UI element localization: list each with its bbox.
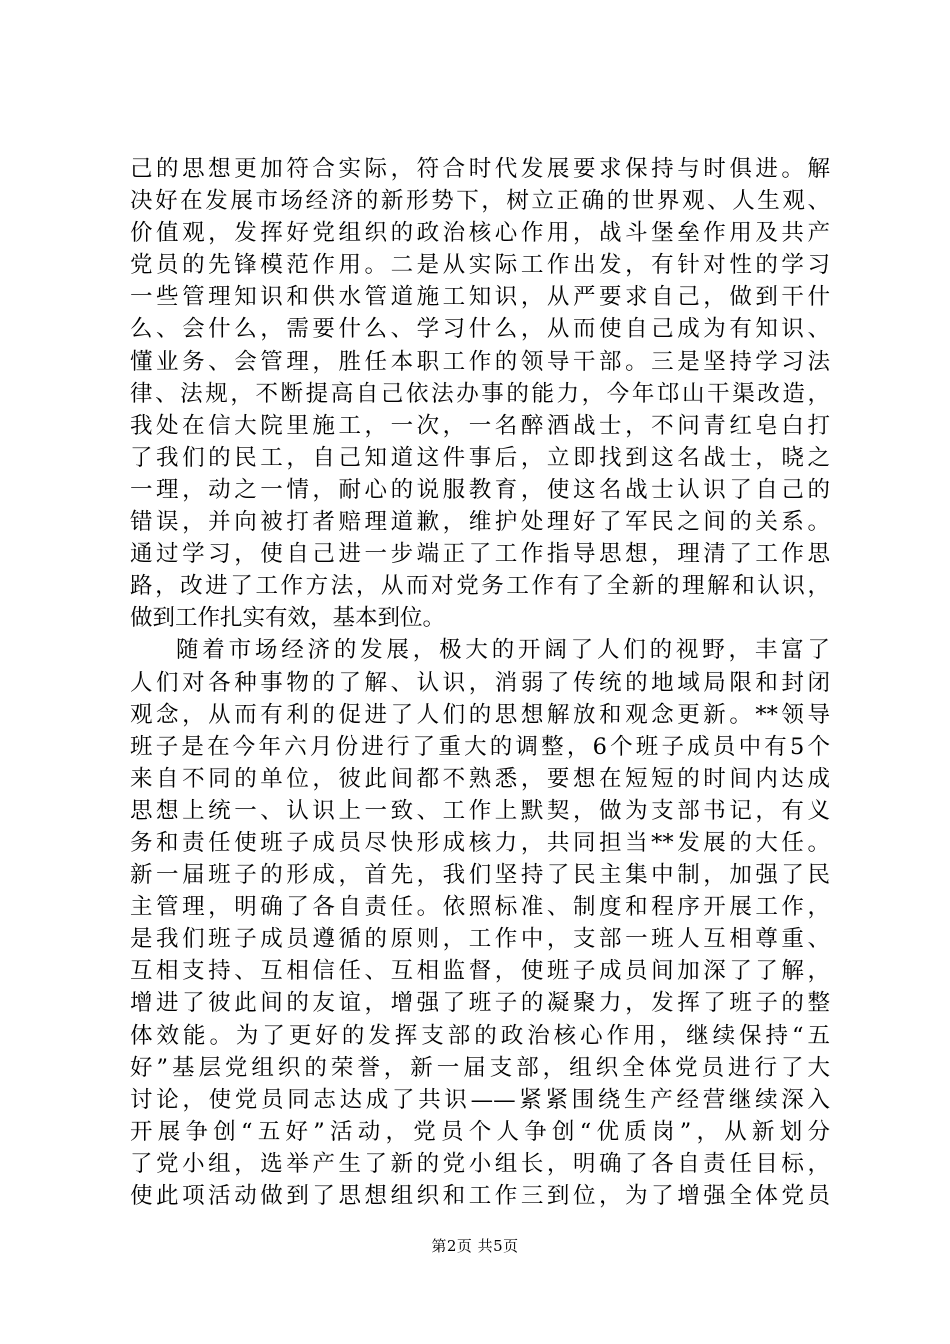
- text-line: 懂业务、会管理，胜任本职工作的领导干部。三是坚持学习法: [130, 348, 830, 375]
- text-line: 了党小组，选举产生了新的党小组长，明确了各自责任目标，: [130, 1150, 830, 1177]
- text-line: 么、会什么，需要什么、学习什么，从而使自己成为有知识、: [130, 316, 830, 343]
- text-line: 好”基层党组织的荣誉，新一届支部，组织全体党员进行了大: [130, 1054, 830, 1081]
- text-line: 通过学习，使自己进一步端正了工作指导思想，理清了工作思: [130, 541, 830, 568]
- text-line: 增进了彼此间的友谊，增强了班子的凝聚力，发挥了班子的整: [130, 990, 830, 1017]
- text-line: 新一届班子的形成，首先，我们坚持了民主集中制，加强了民: [130, 862, 830, 889]
- text-line: 务和责任使班子成员尽快形成核力，共同担当**发展的大任。: [130, 829, 830, 856]
- text-line: 讨论，使党员同志达成了共识——紧紧围绕生产经营继续深入: [130, 1086, 830, 1113]
- text-line: 来自不同的单位，彼此间都不熟悉，要想在短短的时间内达成: [130, 765, 830, 792]
- paragraph-first-line: 随着市场经济的发展，极大的开阔了人们的视野，丰富了: [176, 637, 830, 664]
- text-line: 一些管理知识和供水管道施工知识，从严要求自己，做到干什: [130, 284, 830, 311]
- text-line: 思想上统一、认识上一致、工作上默契，做为支部书记，有义: [130, 797, 830, 824]
- text-line: 开展争创“五好”活动，党员个人争创“优质岗”，从新划分: [130, 1118, 830, 1145]
- text-line: 价值观，发挥好党组织的政治核心作用，战斗堡垒作用及共产: [130, 220, 830, 247]
- text-line: 律、法规，不断提高自己依法办事的能力，今年邙山干渠改造，: [130, 380, 830, 407]
- text-line: 决好在发展市场经济的新形势下，树立正确的世界观、人生观、: [130, 188, 830, 215]
- text-line: 己的思想更加符合实际，符合时代发展要求保持与时俱进。解: [130, 156, 830, 182]
- text-line: 做到工作扎实有效，基本到位。: [130, 605, 446, 632]
- text-line: 党员的先锋模范作用。二是从实际工作出发，有针对性的学习: [130, 252, 830, 279]
- text-line: 互相支持、互相信任、互相监督，使班子成员间加深了了解，: [130, 958, 830, 985]
- text-line: 路，改进了工作方法，从而对党务工作有了全新的理解和认识，: [130, 573, 830, 600]
- page-number-footer: 第2页 共5页: [431, 1237, 519, 1255]
- text-line: 错误，并向被打者赔理道歉，维护处理好了军民之间的关系。: [130, 509, 830, 536]
- text-line: 体效能。为了更好的发挥支部的政治核心作用，继续保持“五: [130, 1022, 830, 1049]
- text-line: 了我们的民工，自己知道这件事后，立即找到这名战士，晓之: [130, 444, 830, 471]
- text-line: 班子是在今年六月份进行了重大的调整，6个班子成员中有5个: [130, 733, 830, 760]
- text-line: 主管理，明确了各自责任。依照标准、制度和程序开展工作，: [130, 894, 830, 921]
- text-line: 一理，动之一情，耐心的说服教育，使这名战士认识了自己的: [130, 476, 830, 503]
- text-line: 是我们班子成员遵循的原则，工作中，支部一班人互相尊重、: [130, 926, 830, 953]
- text-line: 使此项活动做到了思想组织和工作三到位，为了增强全体党员: [130, 1183, 830, 1209]
- text-line: 我处在信大院里施工，一次，一名醉酒战士，不问青红皂白打: [130, 412, 830, 439]
- text-line: 人们对各种事物的了解、认识，消弱了传统的地域局限和封闭: [130, 669, 830, 696]
- body-text: [130, 153, 830, 1212]
- text-line: 观念，从而有利的促进了人们的思想解放和观念更新。**领导: [130, 701, 830, 728]
